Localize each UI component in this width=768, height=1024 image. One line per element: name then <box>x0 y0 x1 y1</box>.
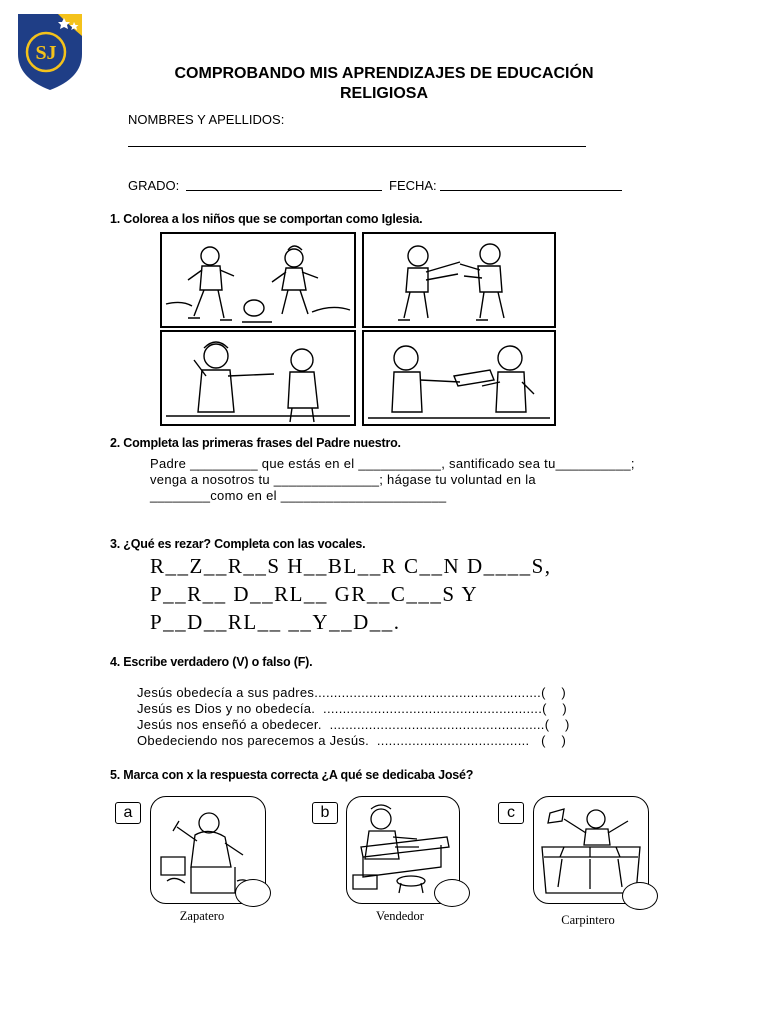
children-sharing-illustration <box>364 332 554 424</box>
question-4: 4. Escribe verdadero (V) o falso (F). <box>110 655 313 669</box>
children-playing-illustration <box>162 234 354 326</box>
question-2: 2. Completa las primeras frases del Padre nuestro. <box>110 436 401 450</box>
option-c-letter: c <box>498 802 524 824</box>
date-line[interactable] <box>440 190 622 191</box>
option-a-answer-circle[interactable] <box>235 879 271 907</box>
true-false-item[interactable]: Obedeciendo nos parecemos a Jesús. ....................................... ( ) <box>137 733 567 748</box>
children-pointing-illustration <box>162 332 354 424</box>
names-line[interactable] <box>128 146 586 147</box>
vowel-puzzle-line-1[interactable]: R__Z__R__S H__BL__R C__N D____S, <box>150 554 552 578</box>
option-b-caption: Vendedor <box>376 909 424 923</box>
our-father-line-1[interactable]: Padre _________ que estás en el ___________, santificado sea tu__________; <box>150 456 635 471</box>
option-a-caption: Zapatero <box>179 909 225 923</box>
option-b-letter: b <box>312 802 338 824</box>
question-5: 5. Marca con x la respuesta correcta ¿A qué se dedicaba José? <box>110 768 474 782</box>
panel-children-pointing[interactable] <box>160 330 356 426</box>
true-false-item[interactable]: Jesús obedecía a sus padres..........................................................( ) <box>137 685 566 700</box>
option-c-caption: Carpintero <box>561 913 615 927</box>
question-1: 1. Colorea a los niños que se comportan como Iglesia. <box>110 212 423 226</box>
panel-children-fighting[interactable] <box>362 232 556 328</box>
our-father-line-3[interactable]: ________como en el ______________________ <box>150 488 447 503</box>
option-b-answer-circle[interactable] <box>434 879 470 907</box>
panel-children-playing[interactable] <box>160 232 356 328</box>
children-fighting-illustration <box>364 234 554 326</box>
grade-label: GRADO: <box>128 178 180 193</box>
panel-children-sharing[interactable] <box>362 330 556 426</box>
true-false-item[interactable]: Jesús nos enseñó a obedecer. .......................................................( ) <box>137 717 570 732</box>
names-label: NOMBRES Y APELLIDOS: <box>128 112 285 127</box>
true-false-item[interactable]: Jesús es Dios y no obedecía. ........................................................( ) <box>137 701 568 716</box>
option-c-answer-circle[interactable] <box>622 882 658 910</box>
our-father-line-2[interactable]: venga a nosotros tu ______________; hágase tu voluntad en la <box>150 472 536 487</box>
date-label: FECHA: <box>389 178 437 193</box>
question-3: 3. ¿Qué es rezar? Completa con las vocales. <box>110 537 366 551</box>
vowel-puzzle-line-2[interactable]: P__R__ D__RL__ GR__C___S Y <box>150 582 479 606</box>
option-a-letter: a <box>115 802 141 824</box>
svg-text:SJ: SJ <box>35 42 57 64</box>
vowel-puzzle-line-3[interactable]: P__D__RL__ __Y__D__. <box>150 610 401 634</box>
grade-line[interactable] <box>186 190 382 191</box>
page-title-line1: COMPROBANDO MIS APRENDIZAJES DE EDUCACIÓN <box>174 65 594 82</box>
page-title-line2: RELIGIOSA <box>339 85 428 102</box>
